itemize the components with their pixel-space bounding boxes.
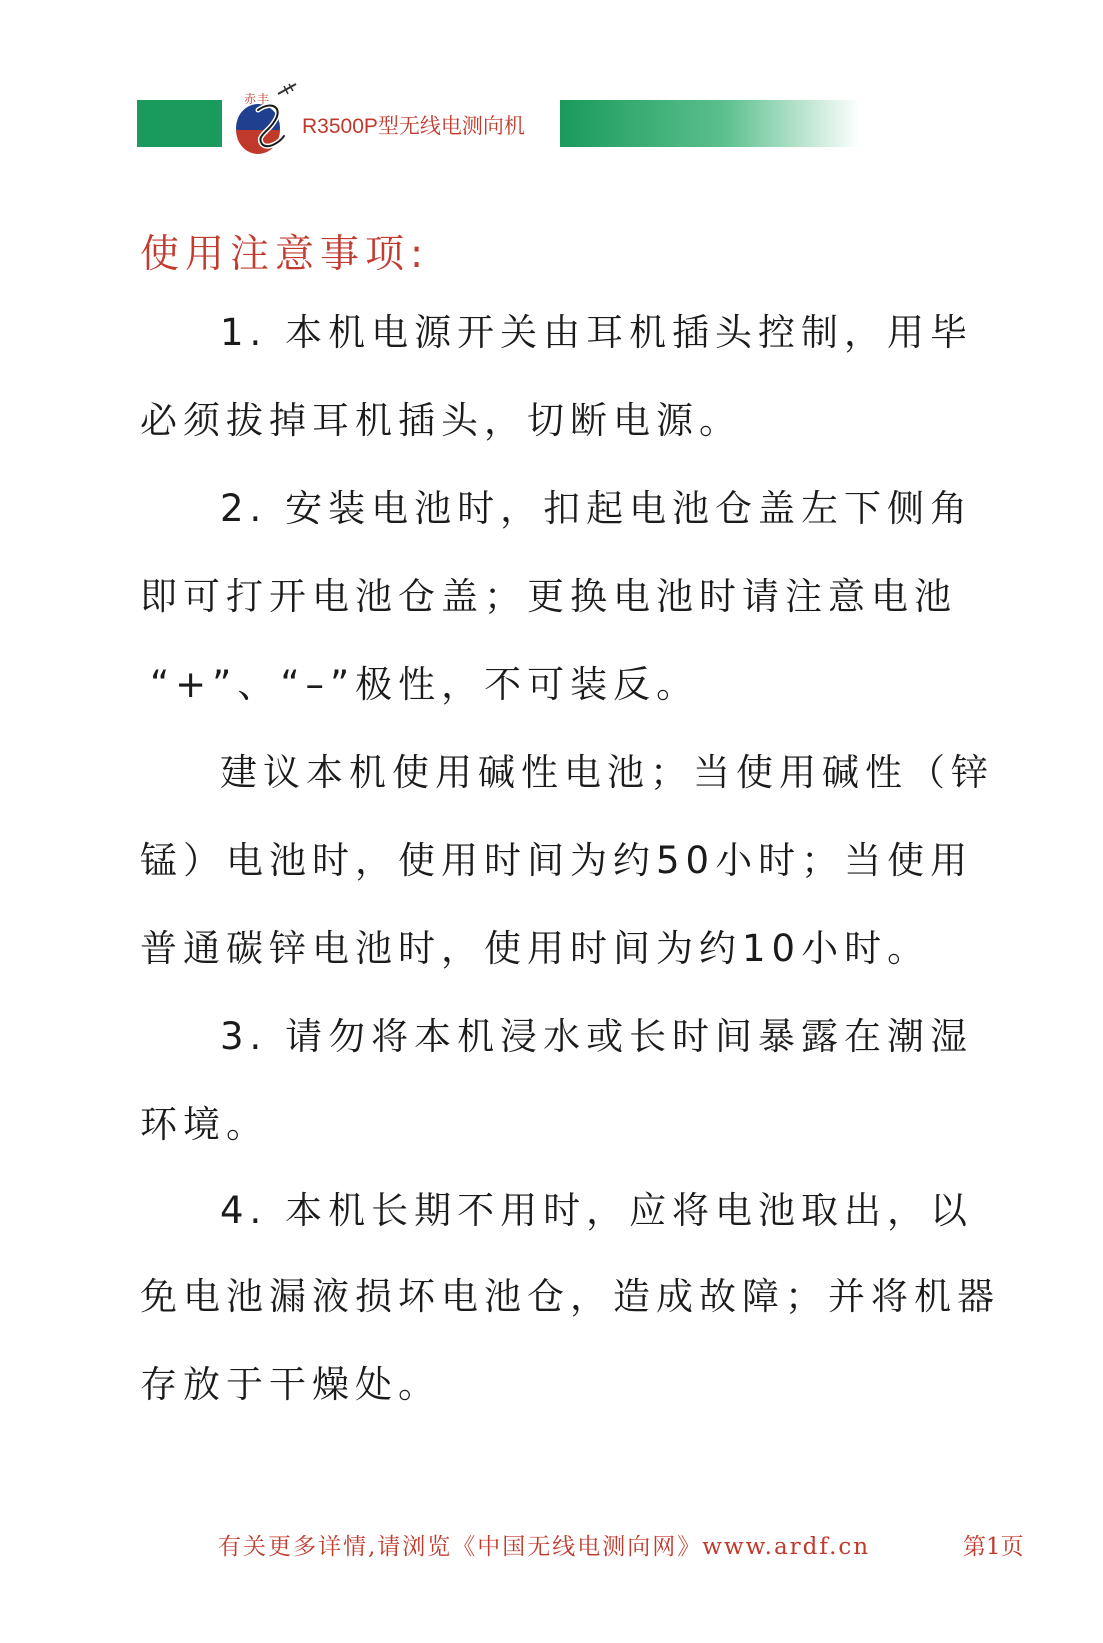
footer-website-note: 有关更多详情,请浏览《中国无线电测向网》www.ardf.cn bbox=[218, 1534, 871, 1560]
brand-name: 赤丰 bbox=[244, 92, 271, 106]
body-line: 2. 安装电池时，扣起电池仓盖左下侧角 bbox=[220, 487, 974, 530]
product-title: R3500P型无线电测向机 bbox=[302, 115, 525, 138]
body-line: 4. 本机长期不用时，应将电池取出，以 bbox=[220, 1189, 974, 1232]
body-line: 必须拔掉耳机插头，切断电源。 bbox=[140, 399, 742, 442]
body-line: 3. 请勿将本机浸水或长时间暴露在潮湿 bbox=[220, 1015, 974, 1058]
body-line: 环境。 bbox=[140, 1103, 269, 1146]
body-line: 建议本机使用碱性电池；当使用碱性（锌 bbox=[220, 751, 994, 794]
body-line: 免电池漏液损坏电池仓，造成故障；并将机器 bbox=[140, 1275, 1000, 1318]
page-number: 第1页 bbox=[963, 1534, 1024, 1560]
body-line: 1. 本机电源开关由耳机插头控制，用毕 bbox=[220, 311, 974, 354]
body-line: 锰）电池时，使用时间为约50小时；当使用 bbox=[140, 839, 974, 882]
section-title: 使用注意事项: bbox=[140, 232, 430, 277]
header-band-left bbox=[137, 100, 222, 147]
header-band-right bbox=[560, 100, 860, 147]
body-line: “+”、“–”极性，不可装反。 bbox=[150, 663, 700, 706]
body-line: 普通碳锌电池时，使用时间为约10小时。 bbox=[140, 927, 931, 970]
body-line: 存放于干燥处。 bbox=[140, 1363, 441, 1406]
body-line: 即可打开电池仓盖；更换电池时请注意电池 bbox=[140, 575, 957, 618]
